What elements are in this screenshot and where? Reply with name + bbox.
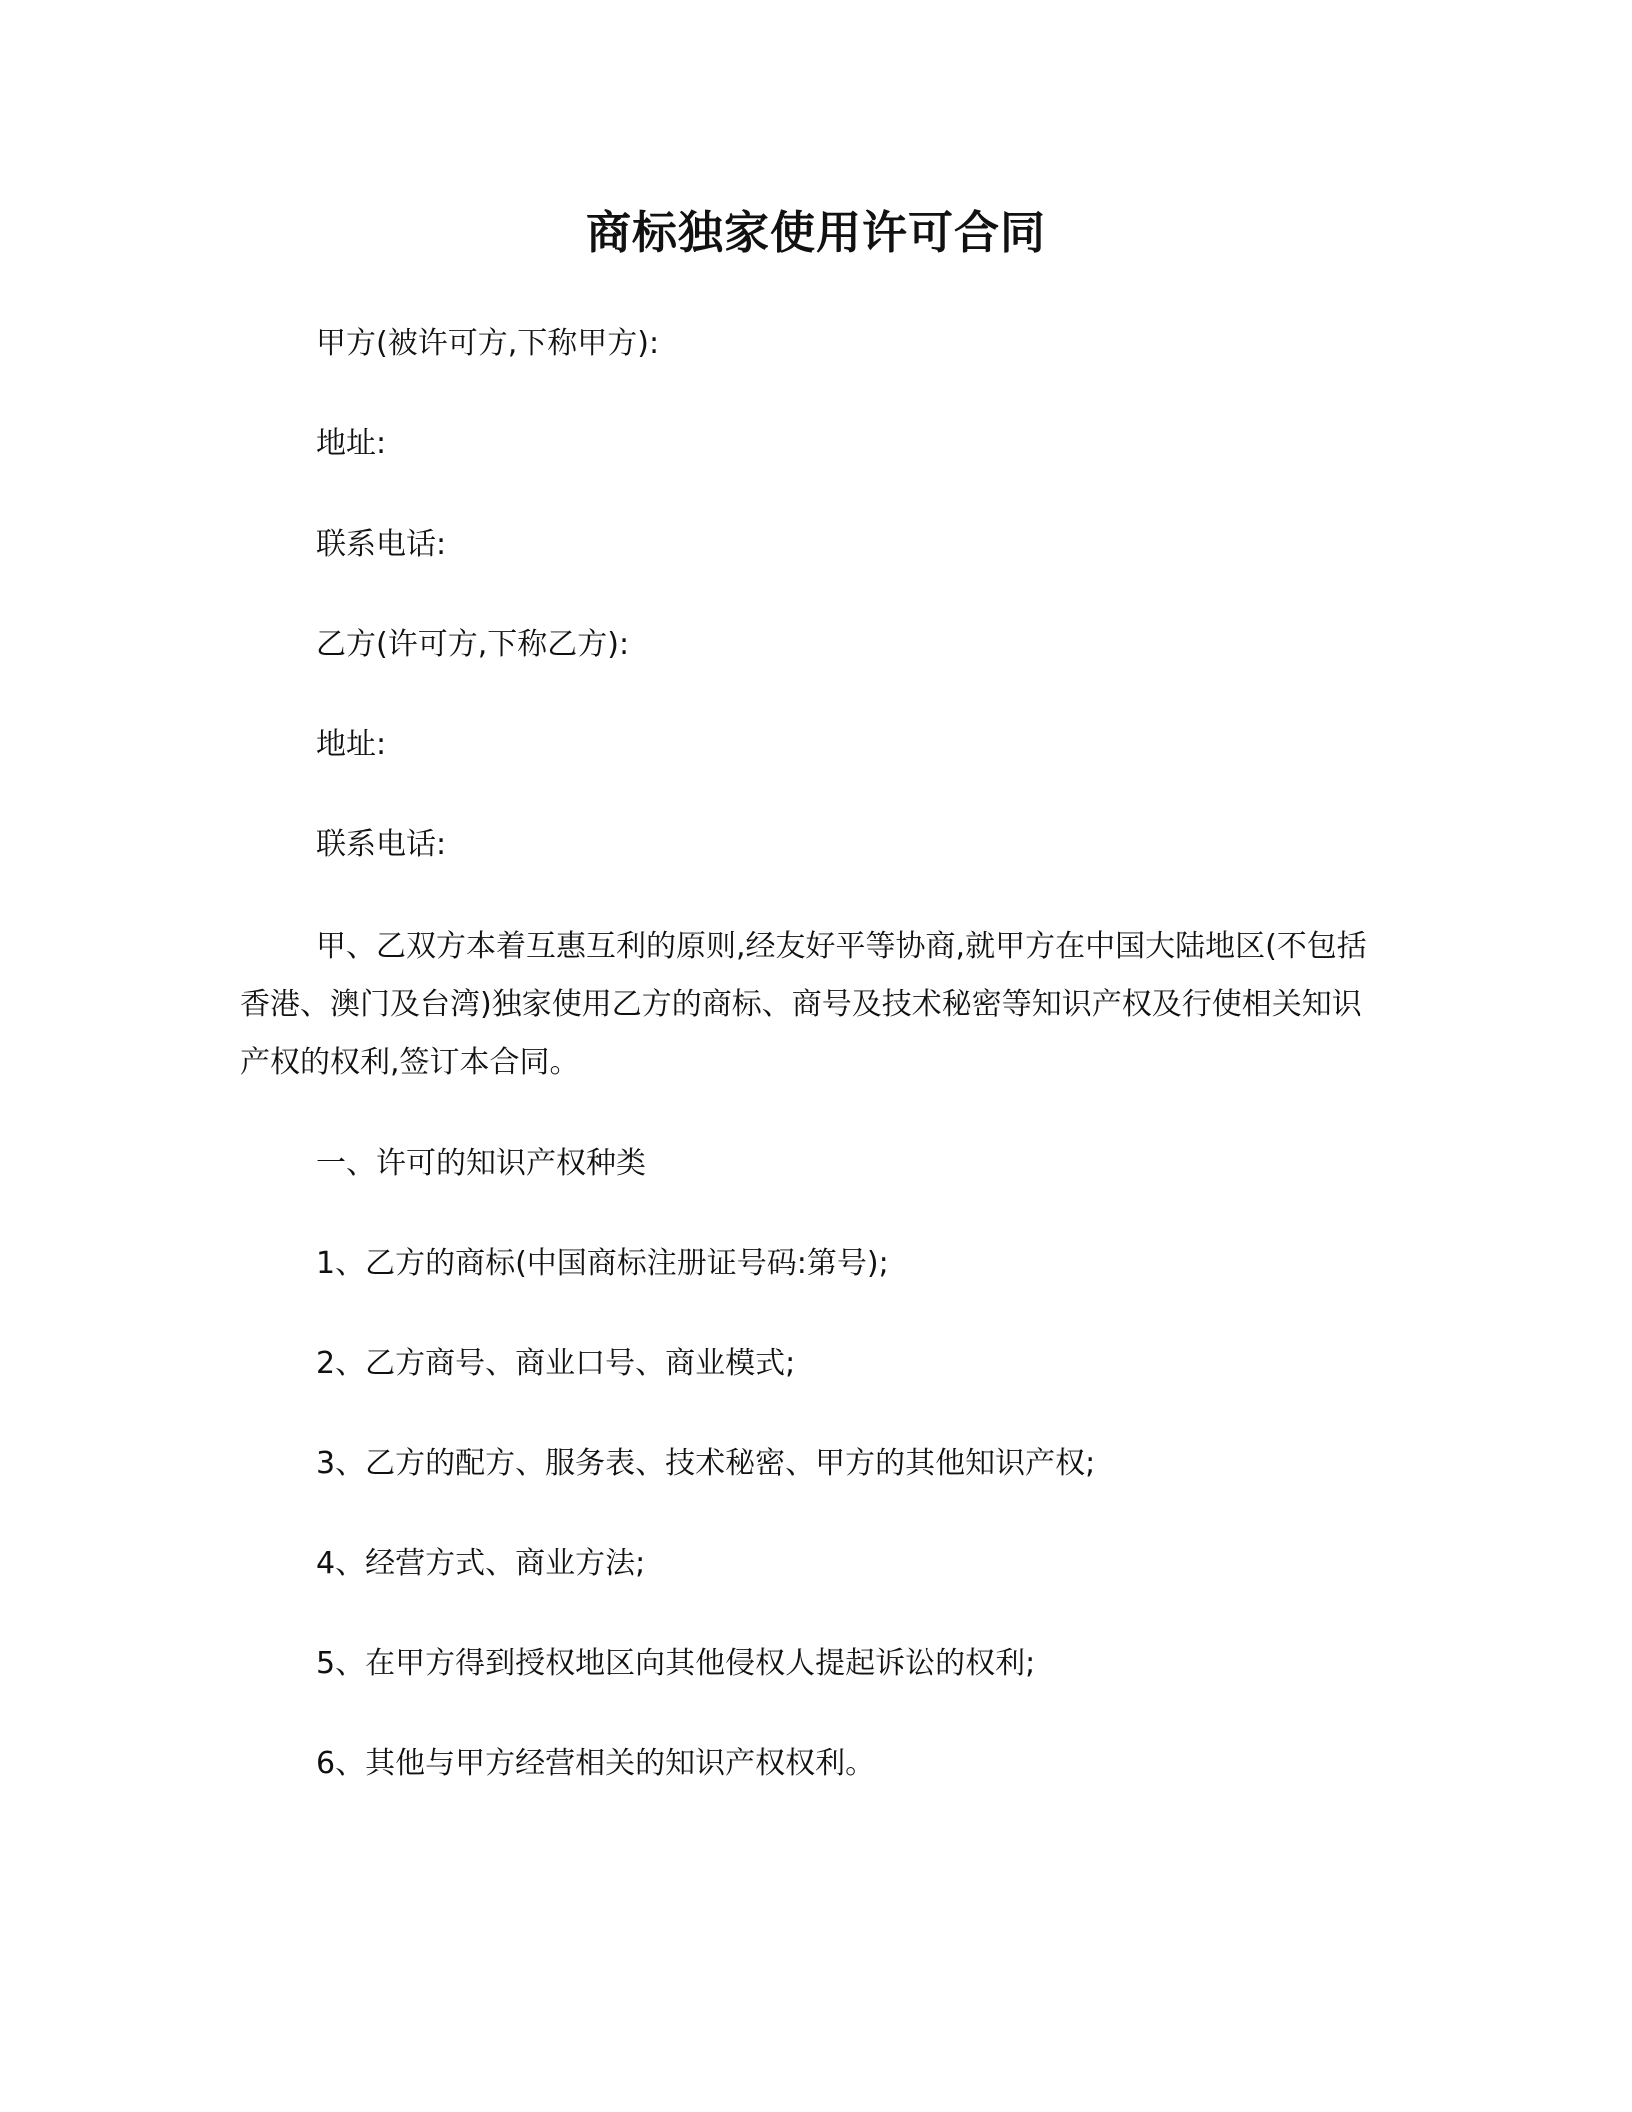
party-b-address-label: 地址: <box>316 727 387 762</box>
preamble-paragraph: 甲、乙双方本着互惠互利的原则,经友好平等协商,就甲方在中国大陆地区(不包括香港、澳门及台湾)独家使用乙方的商标、商号及技术秘密等知识产权及行使相关知识产权的权利,签订本合同。 <box>240 929 1367 1080</box>
section-1-item: 5、在甲方得到授权地区向其他侵权人提起诉讼的权利; <box>316 1646 1036 1681</box>
party-b-phone-label: 联系电话: <box>316 827 447 862</box>
section-1-heading: 一、许可的知识产权种类 <box>316 1146 646 1181</box>
party-a-address-label: 地址: <box>316 426 387 461</box>
section-1-item: 1、乙方的商标(中国商标注册证号码:第号); <box>316 1246 889 1281</box>
party-b-heading: 乙方(许可方,下称乙方): <box>316 627 630 662</box>
document-title: 商标独家使用许可合同 <box>585 206 1046 259</box>
section-1-item: 3、乙方的配方、服务表、技术秘密、甲方的其他知识产权; <box>316 1446 1096 1481</box>
party-a-phone-label: 联系电话: <box>316 527 447 562</box>
section-1-item: 4、经营方式、商业方法; <box>316 1546 646 1581</box>
party-a-heading: 甲方(被许可方,下称甲方): <box>316 326 660 361</box>
section-1-item: 2、乙方商号、商业口号、商业模式; <box>316 1346 796 1381</box>
section-1-item: 6、其他与甲方经营相关的知识产权权利。 <box>316 1746 876 1781</box>
